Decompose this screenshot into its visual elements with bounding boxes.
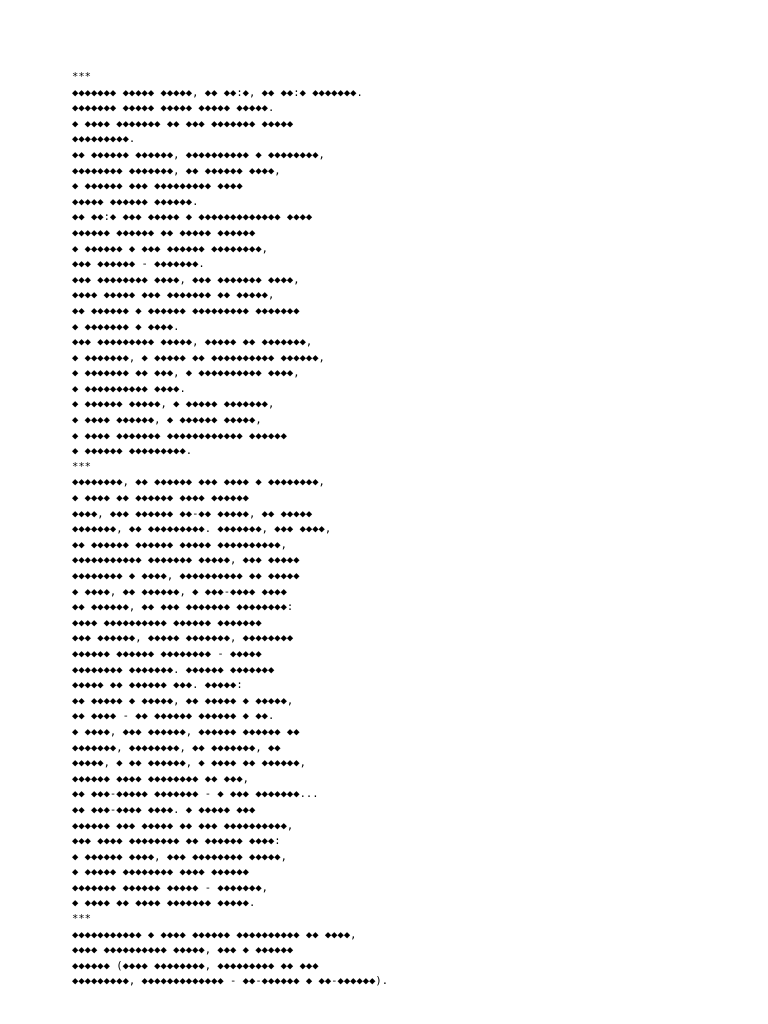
- text-line: ◆◆◆ ◆◆◆◆ ◆◆◆◆◆◆◆◆ ◆◆ ◆◆◆◆◆◆ ◆◆◆◆:: [72, 835, 281, 848]
- text-line: ◆◆◆◆◆◆◆ ◆◆◆◆◆ ◆◆◆◆◆ ◆◆◆◆◆ ◆◆◆◆◆.: [72, 102, 275, 115]
- text-line: ◆ ◆◆◆◆◆◆ ◆ ◆◆◆ ◆◆◆◆◆◆ ◆◆◆◆◆◆◆◆,: [72, 242, 268, 255]
- text-line: ◆◆◆◆◆◆◆◆◆.: [72, 133, 136, 146]
- text-line: ◆◆◆◆◆◆◆◆◆◆◆ ◆◆◆◆◆◆◆ ◆◆◆◆◆, ◆◆◆ ◆◆◆◆◆: [72, 554, 300, 567]
- text-line: ◆◆◆◆◆◆◆◆◆◆◆ ◆ ◆◆◆◆ ◆◆◆◆◆◆ ◆◆◆◆◆◆◆◆◆◆ ◆◆ ◆◆◆◆,: [72, 928, 357, 941]
- text-line: ◆◆ ◆◆◆◆◆◆, ◆◆ ◆◆◆ ◆◆◆◆◆◆◆ ◆◆◆◆◆◆◆◆:: [72, 601, 294, 614]
- text-line: ◆◆◆◆◆ ◆◆ ◆◆◆◆◆◆ ◆◆◆. ◆◆◆◆◆:: [72, 679, 243, 692]
- text-line: ◆◆◆◆◆◆◆◆ ◆◆◆◆◆◆◆, ◆◆ ◆◆◆◆◆◆ ◆◆◆◆,: [72, 164, 281, 177]
- text-line: ◆ ◆◆◆◆ ◆◆ ◆◆◆◆ ◆◆◆◆◆◆◆ ◆◆◆◆◆.: [72, 897, 256, 910]
- text-line: ◆◆ ◆◆◆◆ - ◆◆ ◆◆◆◆◆◆ ◆◆◆◆◆◆ ◆ ◆◆.: [72, 710, 275, 723]
- text-line: ◆ ◆◆◆◆◆◆◆, ◆ ◆◆◆◆◆ ◆◆ ◆◆◆◆◆◆◆◆◆◆ ◆◆◆◆◆◆,: [72, 351, 325, 364]
- text-line: ◆ ◆◆◆◆◆◆ ◆◆◆◆◆◆◆◆◆.: [72, 445, 193, 458]
- text-line: ◆◆◆◆◆◆ ◆◆◆◆ ◆◆◆◆◆◆◆◆ ◆◆ ◆◆◆,: [72, 772, 250, 785]
- text-line: ◆◆ ◆◆◆◆◆◆ ◆◆◆◆◆◆ ◆◆◆◆◆ ◆◆◆◆◆◆◆◆◆◆,: [72, 538, 287, 551]
- text-line: ◆ ◆◆◆◆ ◆◆◆◆◆◆, ◆ ◆◆◆◆◆◆ ◆◆◆◆◆,: [72, 414, 262, 427]
- text-line: ◆◆ ◆◆◆-◆◆◆◆ ◆◆◆◆. ◆ ◆◆◆◆◆ ◆◆◆: [72, 803, 256, 816]
- text-line: ◆ ◆◆◆◆◆◆◆◆◆◆ ◆◆◆◆.: [72, 382, 186, 395]
- text-line: ◆ ◆◆◆◆ ◆◆◆◆◆◆◆ ◆◆◆◆◆◆◆◆◆◆◆◆ ◆◆◆◆◆◆: [72, 429, 287, 442]
- text-line: ◆◆◆◆◆◆◆, ◆◆◆◆◆◆◆◆, ◆◆ ◆◆◆◆◆◆◆, ◆◆: [72, 741, 281, 754]
- text-line: ◆ ◆◆◆◆◆◆◆ ◆ ◆◆◆◆.: [72, 320, 180, 333]
- section-separator: ***: [72, 913, 91, 926]
- text-line: ◆ ◆◆◆◆◆◆ ◆◆◆◆◆, ◆ ◆◆◆◆◆ ◆◆◆◆◆◆◆,: [72, 398, 275, 411]
- text-line: ◆◆◆◆◆◆◆◆ ◆ ◆◆◆◆, ◆◆◆◆◆◆◆◆◆◆ ◆◆ ◆◆◆◆◆: [72, 570, 300, 582]
- text-line: ◆◆◆◆ ◆◆◆◆◆◆◆◆◆◆ ◆◆◆◆◆, ◆◆◆ ◆ ◆◆◆◆◆◆: [72, 944, 294, 957]
- text-line: ◆◆◆◆◆◆◆◆, ◆◆ ◆◆◆◆◆◆ ◆◆◆ ◆◆◆◆ ◆ ◆◆◆◆◆◆◆◆,: [72, 476, 325, 489]
- section-separator: ***: [72, 460, 91, 473]
- text-line: ◆◆◆◆◆ ◆◆◆◆◆◆ ◆◆◆◆◆◆.: [72, 195, 199, 208]
- text-line: ◆◆◆◆◆◆ ◆◆◆ ◆◆◆◆◆ ◆◆ ◆◆◆ ◆◆◆◆◆◆◆◆◆◆,: [72, 819, 294, 832]
- text-line: ◆◆◆◆◆◆◆, ◆◆ ◆◆◆◆◆◆◆◆◆. ◆◆◆◆◆◆◆, ◆◆◆ ◆◆◆◆,: [72, 523, 332, 536]
- text-line: ◆◆◆◆◆◆ ◆◆◆◆◆◆ ◆◆ ◆◆◆◆◆ ◆◆◆◆◆◆: [72, 226, 256, 239]
- text-line: ◆◆◆◆, ◆◆◆ ◆◆◆◆◆◆ ◆◆-◆◆ ◆◆◆◆◆, ◆◆ ◆◆◆◆◆: [72, 507, 313, 520]
- text-line: ◆◆◆◆ ◆◆◆◆◆◆◆◆◆◆ ◆◆◆◆◆◆ ◆◆◆◆◆◆◆: [72, 616, 262, 629]
- text-line: ◆◆◆◆ ◆◆◆◆◆ ◆◆◆ ◆◆◆◆◆◆◆ ◆◆ ◆◆◆◆◆,: [72, 289, 275, 302]
- text-line: ◆◆◆◆◆◆◆ ◆◆◆◆◆ ◆◆◆◆◆, ◆◆ ◆◆:◆, ◆◆ ◆◆:◆ ◆◆◆◆◆◆◆.: [72, 86, 363, 99]
- poem-text: [72, 70, 732, 990]
- text-line: ◆◆◆ ◆◆◆◆◆◆, ◆◆◆◆◆ ◆◆◆◆◆◆◆, ◆◆◆◆◆◆◆◆: [72, 632, 294, 645]
- text-line: ◆ ◆◆◆◆◆◆◆ ◆◆ ◆◆◆, ◆ ◆◆◆◆◆◆◆◆◆◆ ◆◆◆◆,: [72, 367, 300, 380]
- text-line: ◆ ◆◆◆◆ ◆◆ ◆◆◆◆◆◆ ◆◆◆◆ ◆◆◆◆◆◆: [72, 492, 250, 505]
- text-line: ◆◆◆ ◆◆◆◆◆◆ - ◆◆◆◆◆◆◆.: [72, 258, 205, 271]
- section-separator: ***: [72, 71, 91, 83]
- text-line: ◆◆ ◆◆◆-◆◆◆◆◆ ◆◆◆◆◆◆◆ - ◆ ◆◆◆ ◆◆◆◆◆◆◆...: [72, 788, 319, 801]
- text-line: ◆ ◆◆◆◆ ◆◆◆◆◆◆◆ ◆◆ ◆◆◆ ◆◆◆◆◆◆◆ ◆◆◆◆◆: [72, 117, 294, 130]
- text-line: ◆ ◆◆◆◆◆◆ ◆◆◆ ◆◆◆◆◆◆◆◆◆ ◆◆◆◆: [72, 180, 243, 193]
- text-line: ◆◆◆◆◆◆ (◆◆◆◆ ◆◆◆◆◆◆◆◆, ◆◆◆◆◆◆◆◆◆ ◆◆ ◆◆◆: [72, 959, 319, 972]
- text-line: ◆◆◆◆◆◆ ◆◆◆◆◆◆ ◆◆◆◆◆◆◆◆ - ◆◆◆◆◆: [72, 647, 262, 660]
- text-line: ◆◆◆◆◆◆◆◆◆, ◆◆◆◆◆◆◆◆◆◆◆◆◆ - ◆◆-◆◆◆◆◆◆ ◆ ◆◆-◆◆◆◆◆◆).: [72, 975, 389, 988]
- text-line: ◆◆◆◆◆, ◆ ◆◆ ◆◆◆◆◆◆, ◆ ◆◆◆◆ ◆◆ ◆◆◆◆◆◆,: [72, 757, 306, 770]
- text-line: ◆◆ ◆◆:◆ ◆◆◆ ◆◆◆◆◆ ◆ ◆◆◆◆◆◆◆◆◆◆◆◆◆ ◆◆◆◆: [72, 211, 313, 224]
- text-line: ◆◆ ◆◆◆◆◆ ◆ ◆◆◆◆◆, ◆◆ ◆◆◆◆◆ ◆ ◆◆◆◆◆,: [72, 694, 294, 707]
- text-line: ◆ ◆◆◆◆, ◆◆◆ ◆◆◆◆◆◆, ◆◆◆◆◆◆ ◆◆◆◆◆◆ ◆◆: [72, 725, 300, 738]
- text-line: ◆◆ ◆◆◆◆◆◆ ◆ ◆◆◆◆◆◆ ◆◆◆◆◆◆◆◆◆ ◆◆◆◆◆◆◆: [72, 304, 300, 317]
- text-line: ◆◆◆◆◆◆◆ ◆◆◆◆◆◆ ◆◆◆◆◆ - ◆◆◆◆◆◆◆,: [72, 881, 268, 894]
- text-line: ◆ ◆◆◆◆, ◆◆ ◆◆◆◆◆◆, ◆ ◆◆◆-◆◆◆◆ ◆◆◆◆: [72, 585, 287, 598]
- text-line: ◆ ◆◆◆◆◆◆ ◆◆◆◆, ◆◆◆ ◆◆◆◆◆◆◆◆ ◆◆◆◆◆,: [72, 850, 287, 863]
- text-line: ◆◆ ◆◆◆◆◆◆ ◆◆◆◆◆◆, ◆◆◆◆◆◆◆◆◆◆ ◆ ◆◆◆◆◆◆◆◆,: [72, 148, 325, 161]
- text-line: ◆ ◆◆◆◆◆ ◆◆◆◆◆◆◆◆ ◆◆◆◆ ◆◆◆◆◆◆: [72, 866, 250, 879]
- text-line: ◆◆◆ ◆◆◆◆◆◆◆◆◆ ◆◆◆◆◆, ◆◆◆◆◆ ◆◆ ◆◆◆◆◆◆◆,: [72, 336, 313, 349]
- text-line: ◆◆◆ ◆◆◆◆◆◆◆◆ ◆◆◆◆, ◆◆◆ ◆◆◆◆◆◆◆ ◆◆◆◆,: [72, 273, 300, 286]
- text-line: ◆◆◆◆◆◆◆◆ ◆◆◆◆◆◆◆. ◆◆◆◆◆◆ ◆◆◆◆◆◆◆: [72, 663, 275, 676]
